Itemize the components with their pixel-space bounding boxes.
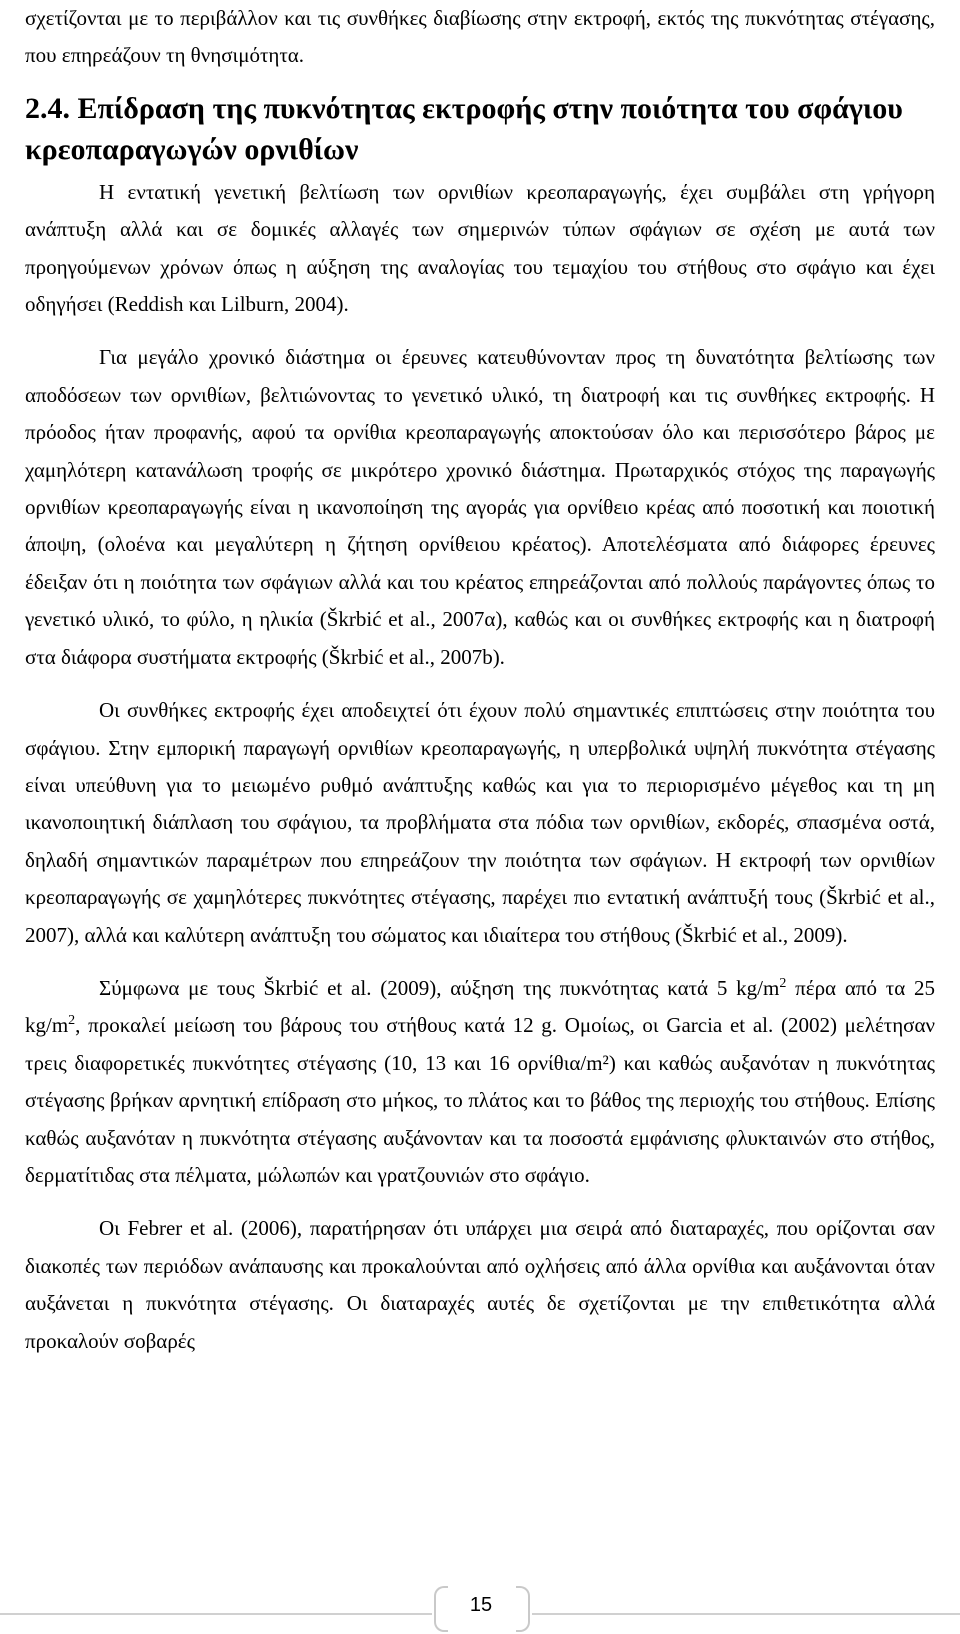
footer-rule-right — [532, 1613, 960, 1615]
left-brace-icon — [434, 1586, 448, 1632]
paragraph-5: Οι Febrer et al. (2006), παρατήρησαν ότι υπάρχει μια σειρά από διαταραχές, που ορίζονται σαν διακοπές των περιόδων ανάπαυσης και προκαλούνται από οχλήσεις από άλλα ορνίθια και αυξάνονται όταν αυξάνεται η πυκνότητα στέγασης. Οι διαταραχές αυτές δε σχετίζονται με την επιθετικότητα αλλά προκαλούν σοβαρές — [25, 1216, 935, 1353]
section-heading: 2.4. Επίδραση της πυκνότητας εκτροφής στην ποιότητα του σφάγιου κρεοπαραγωγών ορνιθίων — [25, 91, 903, 166]
paragraph-4-part-b: πέρα από τα 25 kg/m — [25, 975, 935, 1038]
paragraph-3: Οι συνθήκες εκτροφής έχει αποδειχτεί ότι έχουν πολύ σημαντικές επιπτώσεις στην ποιότητα του σφάγιου. Στην εμπορική παραγωγή ορνιθίων κρεοπαραγωγής, η υπερβολικά υψηλή πυκνότητα στέγασης είναι υπεύθυνη για το μειωμένο ρυθμό ανάπτυξης καθώς και για το περιορισμένο μέγεθος και τη μη ικανοποιητική διάπλαση του σφάγιου, τα προβλήματα στα πόδια των ορνιθίων, εκδορές, σπασμένα οστά, δηλαδή σημαντικών παραμέτρων που επηρεάζουν την ποιότητα των σφάγιων. Η εκτροφή των ορνιθίων κρεοπαραγωγής σε χαμηλότερες πυκνότητες στέγασης, παρέχει πιο εντατική ανάπτυξή τους (Škrbić et al., 2007), αλλά και καλύτερη ανάπτυξη του σώματος και ιδιαίτερα του στήθους (Škrbić et al., 2009). — [25, 698, 935, 947]
paragraph-4-part-c: , προκαλεί μείωση του βάρους του στήθους κατά 12 g. Ομοίως, οι Garcia et al. (2002) μελέτησαν τρεις διαφορετικές πυκνότητες στέγασης (10, 13 και 16 ορνίθια/m²) και καθώς αυξανόταν η πυκνότητας στέγασης βρήκαν αρνητική επίδραση στο μήκος, το πλάτος και το βάθος της περιοχής του στήθους. Επίσης καθώς αυξανόταν η πυκνότητα στέγασης αυξάνονταν και τα ποσοστά εμφάνισης φλυκταινών στο στήθος, δερματίτιδας στα πέλματα, μώλωπών και γρατζουνιών στο σφάγιο. — [25, 1013, 935, 1187]
right-brace-icon — [516, 1586, 530, 1632]
superscript-2: 2 — [68, 1013, 76, 1029]
superscript-2: 2 — [779, 975, 787, 991]
paragraph-1: Η εντατική γενετική βελτίωση των ορνιθίων κρεοπαραγωγής, έχει συμβάλει στη γρήγορη ανάπτυξη αλλά και σε δομικές αλλαγές των σημερινών τύπων σφάγιων σε σχέση με αυτά των προηγούμενων χρόνων όπως η αύξηση της αναλογίας του τεμαχίου του στήθους στο σφάγιο και έχει οδηγήσει (Reddish και Lilburn, 2004). — [25, 179, 935, 317]
document-page — [25, 0, 935, 1360]
paragraph-4-part-a: Σύμφωνα με τους Škrbić et al. (2009), αύξηση της πυκνότητας κατά 5 kg/m — [99, 975, 780, 1000]
page-footer — [0, 1586, 960, 1630]
page-number: 15 — [469, 1594, 493, 1616]
paragraph-2: Για μεγάλο χρονικό διάστημα οι έρευνες κατευθύνονταν προς τη δυνατότητα βελτίωσης των αποδόσεων των ορνιθίων, βελτιώνοντας το γενετικό υλικό, τη διατροφή και τις συνθήκες εκτροφής. Η πρόοδος ήταν προφανής, αφού τα ορνίθια κρεοπαραγωγής αποκτούσαν όλο και περισσότερο βάρος με χαμηλότερη κατανάλωση τροφής σε μικρότερο χρονικό διάστημα. Πρωταρχικός στόχος της παραγωγής ορνιθίων κρεοπαραγωγής είναι η ικανοποίηση της αγοράς για ορνίθειο κρέας από ποσοτική και ποιοτική άποψη, (ολοένα και μεγαλύτερη η ζήτηση ορνίθειου κρέατος). Αποτελέσματα από διάφορες έρευνες έδειξαν ότι η ποιότητα των σφάγιων αλλά και του κρέατος επηρεάζονται από πολλούς παράγοντες όπως το γενετικό υλικό, το φύλο, η ηλικία (Škrbić et al., 2007α), καθώς και οι συνθήκες εκτροφής και η διατροφή στα διάφορα συστήματα εκτροφής (Škrbić et al., 2007b). — [25, 345, 935, 669]
footer-rule-left — [0, 1613, 432, 1615]
paragraph-4 — [25, 970, 935, 1194]
intro-paragraph: σχετίζονται με το περιβάλλον και τις συνθήκες διαβίωσης στην εκτροφή, εκτός της πυκνότητας στέγασης, που επηρεάζουν τη θνησιμότητα. — [25, 6, 935, 68]
